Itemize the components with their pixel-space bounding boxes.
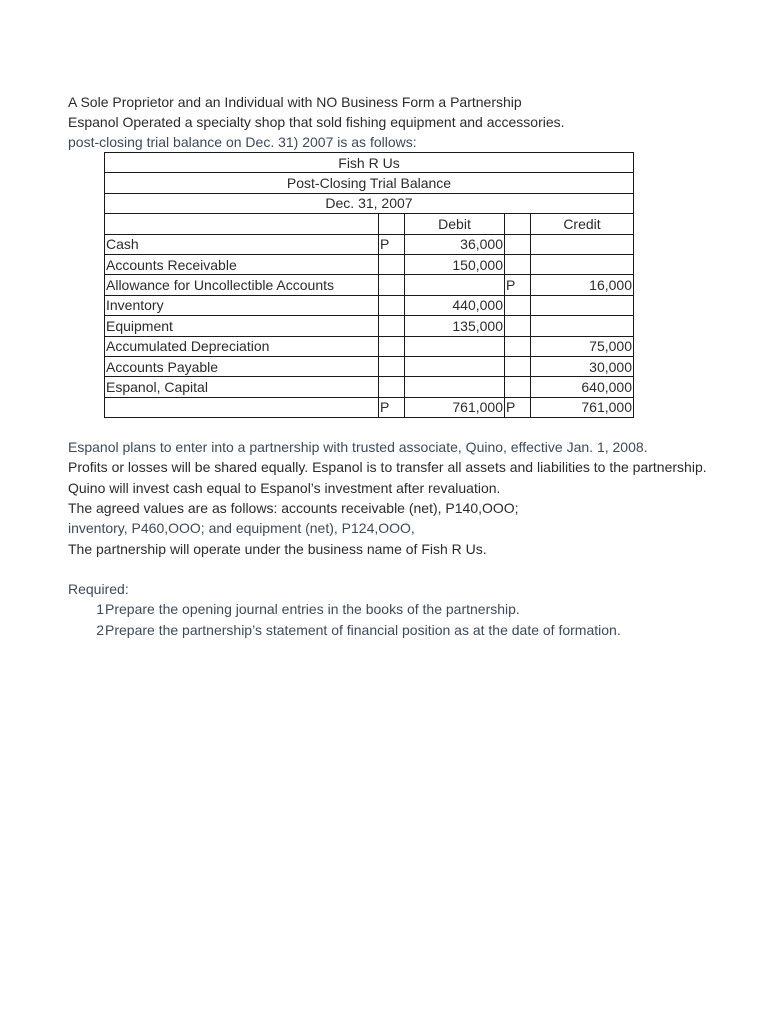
trial-balance-table	[104, 152, 634, 418]
debit-currency-symbol	[379, 295, 405, 315]
body-line-3: Quino will invest cash equal to Espanol’s investment after revaluation.	[68, 480, 501, 496]
account-header-cell	[105, 214, 379, 234]
table-row	[105, 356, 634, 376]
debit-currency-symbol	[379, 254, 405, 274]
total-debit-currency-symbol: P	[379, 397, 405, 417]
body-line-2: Profits or losses will be shared equally. Espanol is to transfer all assets and liabilities to the partnership.	[68, 459, 707, 475]
account-name: Equipment	[105, 316, 379, 336]
intro-line-3: post-closing trial balance on Dec. 31) 2007 is as follows:	[68, 134, 417, 150]
body-line-5: inventory, P460,OOO; and equipment (net), P124,OOO,	[68, 520, 415, 536]
credit-amount	[531, 316, 634, 336]
required-item-number: 1	[96, 601, 104, 617]
total-label	[105, 397, 379, 417]
required-heading: Required:	[68, 581, 129, 597]
credit-amount: 30,000	[531, 356, 634, 376]
company-name: Fish R Us	[105, 153, 634, 173]
credit-currency-symbol	[505, 295, 531, 315]
credit-currency-symbol: P	[505, 275, 531, 295]
credit-amount	[531, 295, 634, 315]
debit-amount	[405, 336, 505, 356]
account-name: Cash	[105, 234, 379, 254]
date-row	[105, 193, 634, 213]
table-row	[105, 377, 634, 397]
debit-amount: 150,000	[405, 254, 505, 274]
credit-symbol-header-cell	[505, 214, 531, 234]
required-item-text: Prepare the partnership’s statement of financial position as at the date of formation.	[105, 622, 621, 638]
required-item-text: Prepare the opening journal entries in the books of the partnership.	[105, 601, 520, 617]
required-item-number: 2	[96, 622, 104, 638]
credit-amount	[531, 254, 634, 274]
credit-currency-symbol	[505, 254, 531, 274]
credit-currency-symbol	[505, 356, 531, 376]
credit-header: Credit	[531, 214, 634, 234]
total-debit-amount: 761,000	[405, 397, 505, 417]
debit-symbol-header-cell	[379, 214, 405, 234]
debit-currency-symbol	[379, 336, 405, 356]
table-row	[105, 275, 634, 295]
title-row	[105, 173, 634, 193]
debit-amount	[405, 275, 505, 295]
debit-amount: 135,000	[405, 316, 505, 336]
debit-amount	[405, 356, 505, 376]
header-row	[105, 214, 634, 234]
company-row	[105, 153, 634, 173]
table-row	[105, 316, 634, 336]
total-credit-amount: 761,000	[531, 397, 634, 417]
body-line-4: The agreed values are as follows: accounts receivable (net), P140,OOO;	[68, 500, 519, 516]
debit-amount: 36,000	[405, 234, 505, 254]
intro-line-2: Espanol Operated a specialty shop that sold fishing equipment and accessories.	[68, 114, 565, 130]
statement-date: Dec. 31, 2007	[105, 193, 634, 213]
table-row	[105, 295, 634, 315]
debit-amount: 440,000	[405, 295, 505, 315]
credit-amount: 16,000	[531, 275, 634, 295]
account-name: Accounts Payable	[105, 356, 379, 376]
account-name: Inventory	[105, 295, 379, 315]
credit-amount: 640,000	[531, 377, 634, 397]
debit-currency-symbol	[379, 356, 405, 376]
body-line-1: Espanol plans to enter into a partnership with trusted associate, Quino, effective Jan. 1, 2008.	[68, 439, 648, 455]
credit-amount	[531, 234, 634, 254]
credit-currency-symbol	[505, 234, 531, 254]
credit-amount: 75,000	[531, 336, 634, 356]
credit-currency-symbol	[505, 377, 531, 397]
body-line-6: The partnership will operate under the business name of Fish R Us.	[68, 541, 487, 557]
total-row	[105, 397, 634, 417]
debit-header: Debit	[405, 214, 505, 234]
credit-currency-symbol	[505, 336, 531, 356]
account-name: Accumulated Depreciation	[105, 336, 379, 356]
account-name: Accounts Receivable	[105, 254, 379, 274]
account-name: Allowance for Uncollectible Accounts	[105, 275, 379, 295]
total-credit-currency-symbol: P	[505, 397, 531, 417]
statement-title: Post-Closing Trial Balance	[105, 173, 634, 193]
account-name: Espanol, Capital	[105, 377, 379, 397]
table-row	[105, 336, 634, 356]
debit-currency-symbol: P	[379, 234, 405, 254]
debit-currency-symbol	[379, 377, 405, 397]
debit-currency-symbol	[379, 316, 405, 336]
table-row	[105, 254, 634, 274]
debit-currency-symbol	[379, 275, 405, 295]
table-row	[105, 234, 634, 254]
debit-amount	[405, 377, 505, 397]
intro-line-1: A Sole Proprietor and an Individual with NO Business Form a Partnership	[68, 94, 522, 110]
credit-currency-symbol	[505, 316, 531, 336]
